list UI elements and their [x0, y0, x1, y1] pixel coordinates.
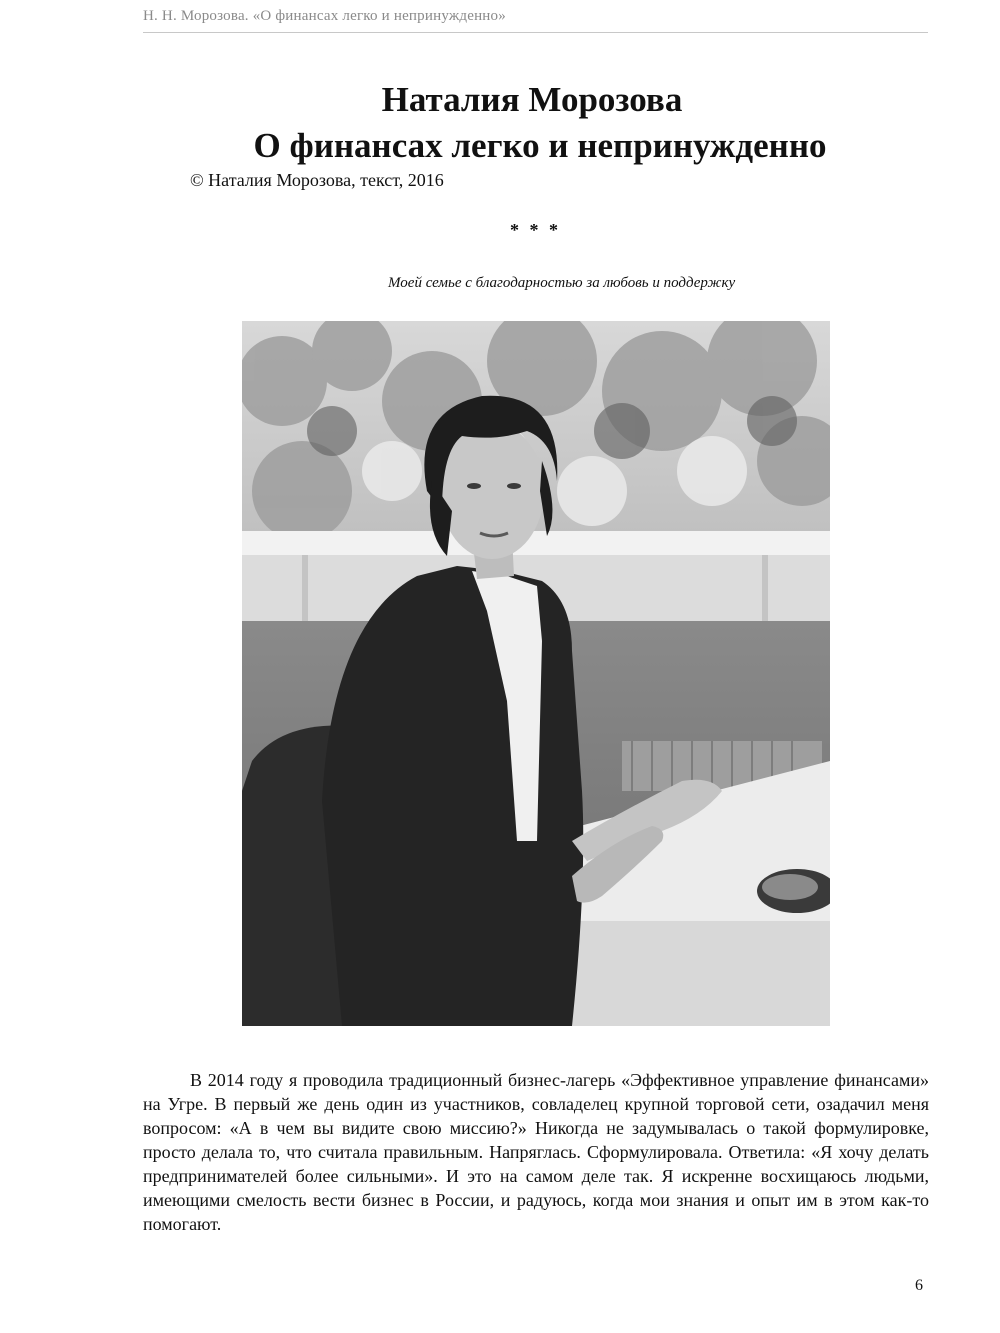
section-separator: * * *	[510, 220, 561, 240]
page-number: 6	[915, 1277, 923, 1294]
author-photo	[242, 321, 830, 1026]
book-title: О финансах легко и непринужденно	[253, 126, 827, 165]
running-header: Н. Н. Морозова. «О финансах легко и непринужденно»	[143, 8, 928, 33]
body-paragraph: В 2014 году я проводила традиционный бизнес-лагерь «Эффективное управление финансами» на Угре. В первый же день один из участников, совладелец крупной торговой сети, озадачил меня вопросом: «А в чем вы видите свою миссию?» Никогда не задумывалась о такой формулировке, просто делала то, что считала правильным. Напряглась. Сформулировала. Ответила: «Я хочу делать предпринимателей более сильными». И это на самом деле так. Я искренне восхищаюсь людьми, имеющими смелость вести бизнес в России, и радуюсь, когда мои знания и опыт им в этом как-то помогают.	[143, 1070, 929, 1234]
author-title: Наталия Морозова	[381, 80, 683, 119]
copyright-line: © Наталия Морозова, текст, 2016	[190, 170, 444, 190]
dedication: Моей семье с благодарностью за любовь и поддержку	[388, 275, 736, 291]
